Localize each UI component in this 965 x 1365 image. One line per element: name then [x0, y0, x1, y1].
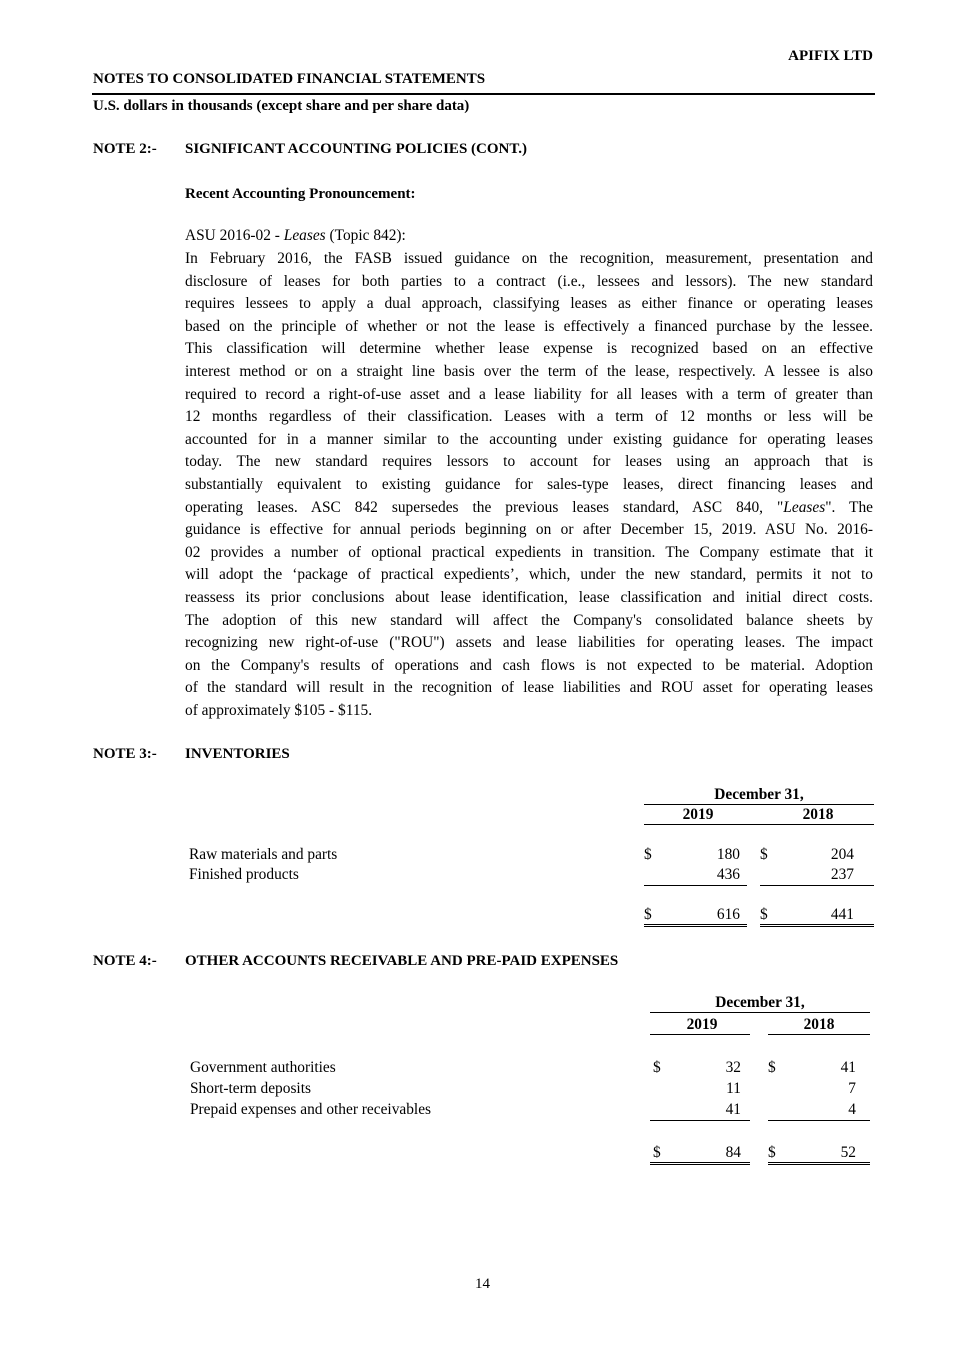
page-number: 14 — [475, 1276, 490, 1292]
paragraph-line: requires lessees to apply a dual approach, classifying leases as either finance or operating leases — [185, 295, 873, 313]
note4-row-label: Short-term deposits — [190, 1080, 311, 1097]
note4-row-label: Government authorities — [190, 1059, 336, 1076]
paragraph-line: In February 2016, the FASB issued guidance on the recognition, measurement, presentation and — [185, 250, 873, 267]
paragraph-line: reassess its prior conclusions about lease identification, lease classification and initial direct costs. — [185, 588, 873, 606]
paragraph-line: recognizing new right-of-use ("ROU") assets and lease liabilities for operating leases. The impact — [185, 634, 873, 652]
asu-prefix: ASU 2016-02 - — [185, 227, 284, 244]
note3-total-rule — [760, 924, 874, 927]
note4-value-2018: 41 — [840, 1059, 856, 1076]
note4-currency: $ — [653, 1059, 661, 1076]
note4-value-2019: 41 — [725, 1101, 741, 1118]
paragraph-line: 02 provides a number of optional practical expedients in transition. The Company estimate that it — [185, 543, 873, 561]
note3-title: INVENTORIES — [185, 746, 290, 762]
paragraph-line: on the Company's results of operations and cash flows is not expected to be material. Adoption — [185, 656, 873, 674]
note3-value-2019: 436 — [716, 866, 740, 883]
paragraph-line: will adopt the ‘package of practical expedients’, which, under the new standard, permits it not to — [185, 566, 873, 584]
note3-col-2018: 2018 — [802, 806, 834, 823]
paragraph-line: required to record a right-of-use asset and a lease liability for all leases with a term of greater than — [185, 385, 873, 403]
note3-label: NOTE 3:- — [93, 746, 157, 762]
note4-total-2019: 84 — [725, 1144, 741, 1161]
note3-row-label: Finished products — [189, 866, 299, 883]
note4-total-2018: 52 — [840, 1144, 856, 1161]
paragraph-line: This classification will determine whether lease expense is recognized based on an effective — [185, 340, 873, 358]
note3-col-rule — [644, 824, 874, 825]
note4-col-2018: 2018 — [803, 1016, 835, 1033]
paragraph-line: accounted for in a manner similar to the accounting under existing guidance for operating leases — [185, 430, 873, 448]
paragraph-line: interest method or on a straight line basis over the term of the lease, respectively. A lessee is also — [185, 362, 873, 380]
paragraph-line: disclosure of leases for both parties to a contract (i.e., lessees and lessors). The new standard — [185, 272, 873, 290]
paragraph-line: today. The new standard requires lessors to account for leases using an approach that is — [185, 453, 873, 471]
note4-title: OTHER ACCOUNTS RECEIVABLE AND PRE-PAID EXPENSES — [185, 953, 619, 969]
note4-period-header: December 31, — [715, 994, 805, 1011]
paragraph-line: 12 months regardless of their classification. Leases with a term of 12 months or less will be — [185, 408, 873, 426]
note4-subtotal-rule — [650, 1120, 750, 1121]
note2-paragraph — [185, 248, 873, 722]
paragraph-line: guidance is effective for annual periods beginning on or after December 15, 2019. ASU No. 2016- — [185, 521, 873, 539]
note4-value-2019: 32 — [725, 1059, 741, 1076]
note4-row-label: Prepaid expenses and other receivables — [190, 1101, 432, 1118]
asu-italic: Leases — [283, 227, 326, 244]
note3-total-2019: 616 — [716, 906, 740, 923]
paragraph-line: of approximately $105 - $115. — [185, 701, 373, 719]
note3-currency: $ — [644, 846, 652, 863]
note4-total-rule — [768, 1162, 870, 1165]
note4-currency: $ — [768, 1059, 776, 1076]
note3-col-2019: 2019 — [682, 806, 714, 823]
note4-total-rule — [650, 1162, 750, 1165]
header-rule — [92, 93, 875, 95]
note4-col-2019: 2019 — [686, 1016, 718, 1033]
note3-total-2018: 441 — [830, 906, 854, 923]
page-title: NOTES TO CONSOLIDATED FINANCIAL STATEMENTS — [93, 71, 486, 87]
paragraph-line: operating leases. ASC 842 supersedes the previous leases standard, ASC 840, "Leases". The — [185, 498, 873, 516]
note3-currency: $ — [644, 906, 652, 923]
asu-suffix: (Topic 842): — [325, 227, 406, 244]
note3-currency: $ — [760, 846, 768, 863]
note3-subtotal-rule — [644, 885, 747, 886]
note3-total-rule — [644, 924, 747, 927]
page-subtitle: U.S. dollars in thousands (except share and per share data) — [93, 98, 470, 114]
note3-header-rule — [644, 804, 874, 805]
paragraph-line: based on the principle of whether or not the lease is effectively a financed purchase by the lessee. — [185, 317, 873, 335]
note2-title: SIGNIFICANT ACCOUNTING POLICIES (CONT.) — [185, 141, 527, 157]
note3-value-2018: 204 — [830, 846, 854, 863]
paragraph-line: The adoption of this new standard will affect the Company's consolidated balance sheets by — [185, 611, 873, 629]
note4-currency: $ — [653, 1144, 661, 1161]
note4-label: NOTE 4:- — [93, 953, 157, 969]
note3-subtotal-rule — [760, 885, 874, 886]
note3-value-2018: 237 — [830, 866, 854, 883]
note2-subheading: Recent Accounting Pronouncement: — [185, 186, 416, 202]
paragraph-line: substantially equivalent to existing guidance for sales-type leases, direct financing leases and — [185, 475, 873, 493]
note3-period-header: December 31, — [714, 786, 804, 803]
asu-title — [185, 227, 406, 245]
note3-value-2019: 180 — [716, 846, 740, 863]
note3-row-label: Raw materials and parts — [189, 846, 338, 863]
note4-value-2019: 11 — [726, 1080, 741, 1097]
note4-currency: $ — [768, 1144, 776, 1161]
note4-col-rule — [650, 1034, 750, 1035]
note3-currency: $ — [760, 906, 768, 923]
note4-col-rule — [768, 1034, 870, 1035]
note4-subtotal-rule — [768, 1120, 870, 1121]
note4-header-rule — [650, 1012, 870, 1013]
note2-label: NOTE 2:- — [93, 141, 157, 157]
paragraph-line: of the standard will result in the recognition of lease liabilities and ROU asset for operating leases — [185, 679, 873, 697]
note4-value-2018: 7 — [848, 1080, 856, 1097]
company-name: APIFIX LTD — [788, 48, 873, 64]
note4-value-2018: 4 — [848, 1101, 856, 1118]
